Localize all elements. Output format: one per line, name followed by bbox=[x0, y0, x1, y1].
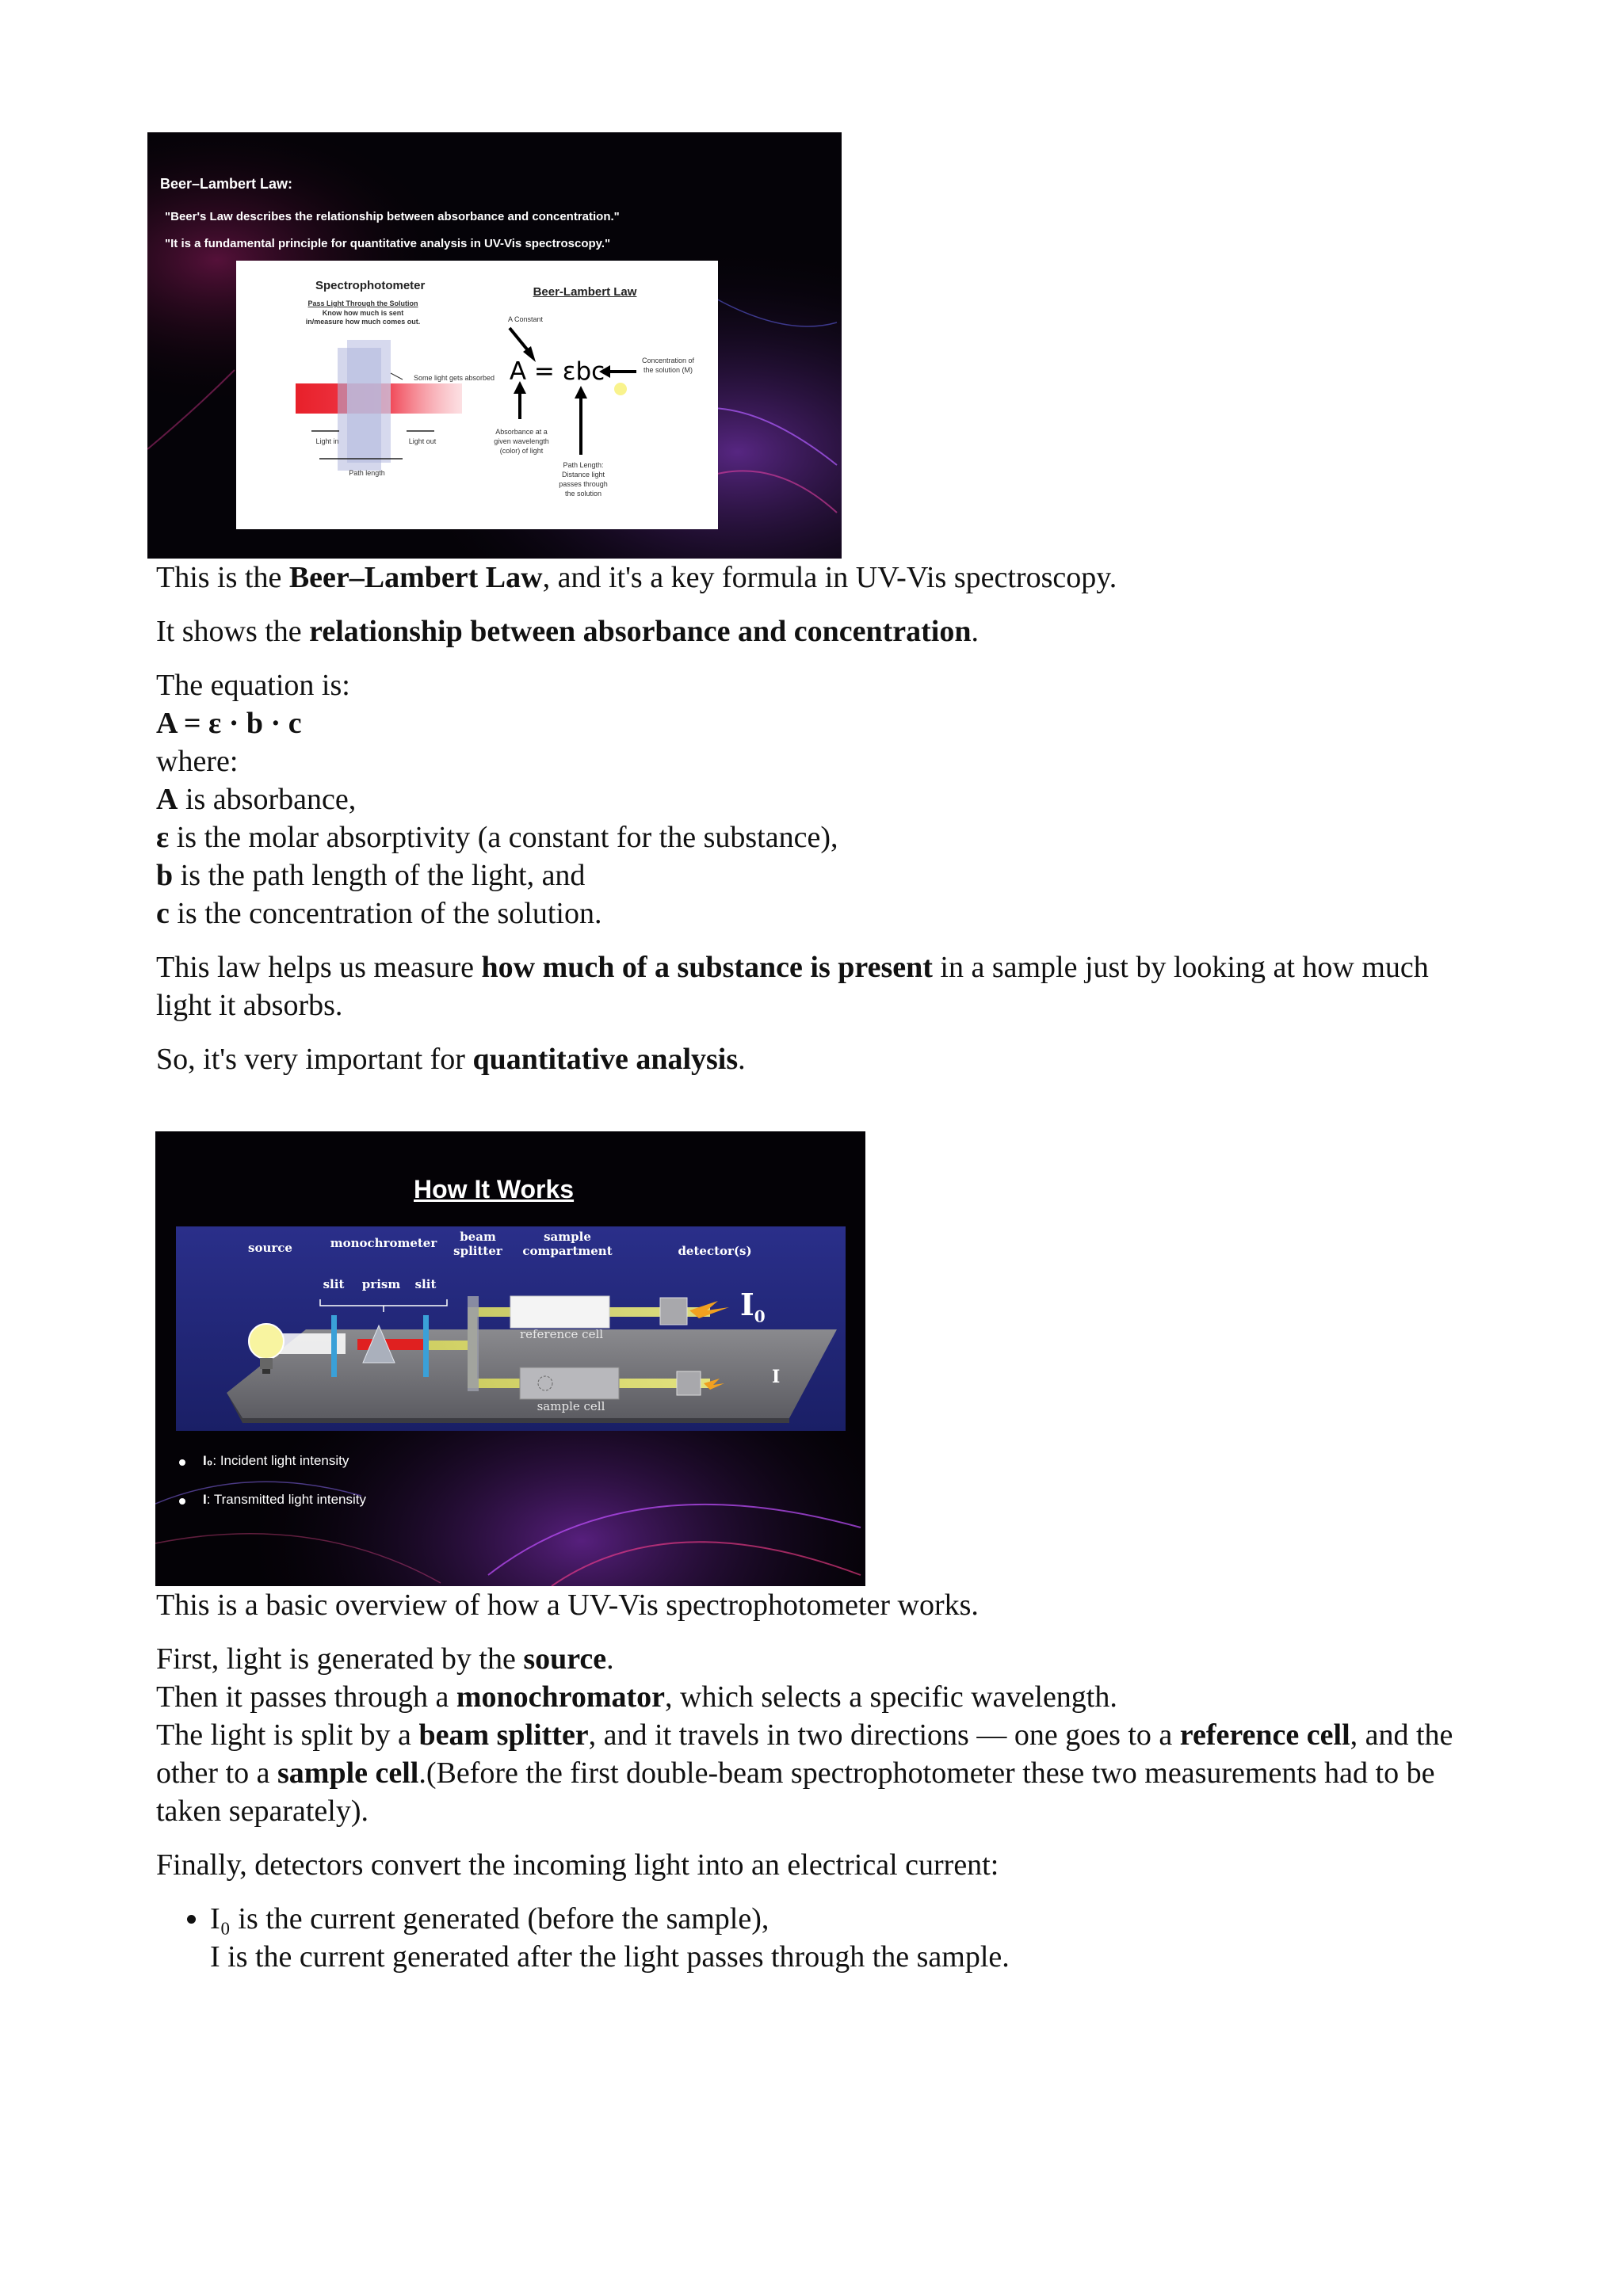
list-item: • I₀ is the current generated (before the sample), I is the current generated after the light passes through the sample. bbox=[210, 1900, 1487, 1976]
paragraph-monochromator: Then it passes through a monochromator, which selects a specific wavelength. bbox=[156, 1680, 1117, 1714]
equation-intro: The equation is: bbox=[156, 669, 350, 702]
beer-lambert-diagram bbox=[236, 261, 718, 529]
spec-title: Spectrophotometer bbox=[315, 279, 426, 292]
slide2-title: How It Works bbox=[414, 1175, 575, 1203]
def-b: b is the path length of the light, and bbox=[156, 859, 586, 892]
label-prism: prism bbox=[361, 1277, 401, 1291]
spec-sub1: Pass Light Through the Solution bbox=[307, 299, 418, 307]
detector-sample bbox=[677, 1371, 701, 1395]
paragraph-2: It shows the relationship between absorbance and concentration. bbox=[156, 615, 979, 648]
def-a: A is absorbance, bbox=[156, 783, 357, 816]
paragraph-beam-splitter: The light is split by a beam splitter, and it travels in two directions — one goes to a reference cell, and the other to a sample cell.(Before the first double-beam spectrophotometer these two measurements had to be taken separately). bbox=[156, 1718, 1453, 1828]
label-i: I bbox=[772, 1367, 781, 1387]
def-c: c is the concentration of the solution. bbox=[156, 897, 602, 930]
light-out-label: Light out bbox=[408, 437, 437, 445]
equation: A = ε · b · c bbox=[156, 707, 302, 740]
absorbance-label: Absorbance at a given wavelength (color) of light bbox=[494, 428, 549, 455]
spec-sub2: Know how much is sent bbox=[322, 309, 404, 317]
light-bulb-icon bbox=[249, 1324, 284, 1359]
paragraph-source: First, light is generated by the source. bbox=[156, 1642, 614, 1676]
label-slit-1: slit bbox=[323, 1277, 345, 1291]
label-sample-cell: sample cell bbox=[537, 1399, 605, 1413]
label-beam-splitter: beam splitter bbox=[453, 1230, 502, 1258]
slide-quote-1: "Beer's Law describes the relationship between absorbance and concentration." bbox=[165, 210, 620, 223]
a-constant-label: A Constant bbox=[507, 315, 544, 323]
law-title: Beer-Lambert Law bbox=[533, 285, 637, 299]
label-i0: $I_0$ bbox=[740, 1287, 766, 1326]
reference-cell bbox=[510, 1296, 609, 1328]
slit-1 bbox=[331, 1315, 337, 1377]
beam-splitter bbox=[468, 1296, 479, 1391]
path-length-label: Path length bbox=[349, 469, 385, 477]
bullet-incident: I₀: Incident light intensity bbox=[203, 1453, 349, 1468]
detector-reference bbox=[660, 1298, 687, 1325]
concentration-label: Concentration of the solution (M) bbox=[641, 357, 695, 374]
label-reference-cell: reference cell bbox=[519, 1327, 604, 1341]
spec-sub3: in/measure how much comes out. bbox=[305, 318, 421, 326]
paragraph-4: This law helps us measure how much of a substance is present in a sample just by looking at how much light it absorbs. bbox=[156, 951, 1429, 1022]
paragraph-1: This is the Beer–Lambert Law, and it's a key formula in UV-Vis spectroscopy. bbox=[156, 561, 1117, 594]
slide-quote-2: "It is a fundamental principle for quantitative analysis in UV-Vis spectroscopy." bbox=[165, 237, 611, 250]
where-label: where: bbox=[156, 745, 239, 778]
slit-2 bbox=[423, 1315, 429, 1377]
paragraph-5: So, it's very important for quantitative analysis. bbox=[156, 1043, 746, 1076]
label-monochrometer: monochrometer bbox=[330, 1236, 437, 1250]
label-source: source bbox=[248, 1241, 292, 1255]
label-slit-2: slit bbox=[414, 1277, 437, 1291]
sample-cell bbox=[520, 1367, 619, 1399]
beer-lambert-slide bbox=[147, 132, 842, 559]
current-list bbox=[156, 1900, 1487, 1976]
light-in-label: Light in bbox=[315, 437, 339, 445]
how-it-works-text bbox=[156, 1586, 1487, 1976]
beer-lambert-text bbox=[156, 559, 1487, 1078]
label-detectors: detector(s) bbox=[678, 1244, 752, 1258]
def-epsilon: ε is the molar absorptivity (a constant for the substance), bbox=[156, 821, 838, 854]
label-sample-compartment: sample compartment bbox=[522, 1230, 613, 1258]
formula: A = εbc bbox=[509, 357, 605, 386]
how-it-works-slide bbox=[155, 1131, 865, 1586]
paragraph-detectors: Finally, detectors convert the incoming light into an electrical current: bbox=[156, 1848, 999, 1882]
path-desc-label: Path Length: Distance light passes through the solution bbox=[559, 461, 608, 498]
absorbed-label: Some light gets absorbed bbox=[413, 374, 495, 382]
bullet-transmitted: I: Transmitted light intensity bbox=[203, 1492, 366, 1507]
paragraph-overview: This is a basic overview of how a UV-Vis spectrophotometer works. bbox=[156, 1589, 979, 1622]
slide-header: Beer–Lambert Law: bbox=[160, 176, 293, 192]
